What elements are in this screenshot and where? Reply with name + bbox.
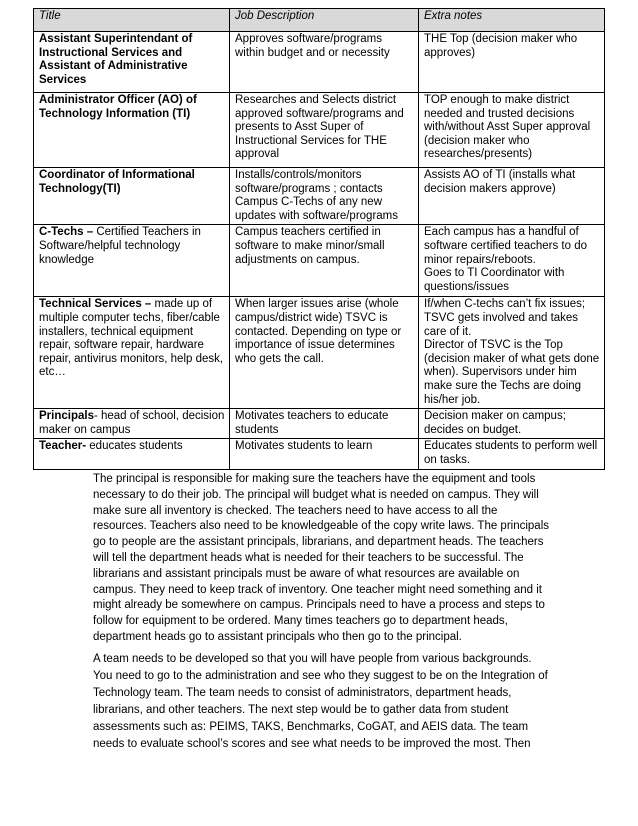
notes-cell	[419, 297, 605, 409]
table-row	[34, 439, 605, 469]
note-line: Goes to TI Coordinator with questions/issues	[424, 267, 565, 293]
role-name: Principals	[39, 410, 94, 423]
table-row	[34, 297, 605, 409]
title-cell	[34, 225, 230, 297]
table-header-row	[34, 9, 605, 32]
description-cell: Installs/controls/monitors software/programs ; contacts Campus C-Techs of any new updates with software/programs	[230, 168, 419, 225]
note-line: Director of TSVC is the Top (decision maker of what gets done when). Supervisors under him make sure the Techs are doing his/her job.	[424, 339, 600, 406]
role-detail: - head of school, decision maker on campus	[39, 410, 225, 436]
role-detail: made up of multiple computer techs, fiber/cable installers, technical equipment repair, software repair, hardware repair, antivirus monitors, help desk, etc…	[39, 298, 224, 379]
notes-cell: Educates students to perform well on tasks.	[419, 439, 605, 469]
description-cell: When larger issues arise (whole campus/district wide) TSVC is contacted. Depending on type or importance of issue determines who gets the call.	[230, 297, 419, 409]
notes-cell	[419, 225, 605, 297]
table-row	[34, 93, 605, 168]
role-detail: Certified Teachers in Software/helpful technology knowledge	[39, 226, 201, 266]
role-name: Technical Services –	[39, 298, 155, 311]
description-cell: Motivates students to learn	[230, 439, 419, 469]
title-cell	[34, 439, 230, 469]
description-cell: Campus teachers certified in software to make minor/small adjustments on campus.	[230, 225, 419, 297]
table-row	[34, 409, 605, 439]
header-job-description: Job Description	[230, 9, 419, 32]
note-line: If/when C-techs can’t fix issues; TSVC gets involved and takes care of it.	[424, 298, 586, 338]
role-name: C-Techs –	[39, 226, 97, 239]
title-cell	[34, 32, 230, 93]
role-detail: educates students	[86, 440, 183, 453]
body-paragraph-principal: The principal is responsible for making sure the teachers have the equipment and tools necessary to do their job. The principal will budget what is needed on campus. They will make sure all inventory is checked. The teachers need to have access to all the resources. Teachers also need to be knowledgeable of the copy write laws. The principals go to people are the assistant principals, librarians, and department heads. The teachers will tell the department heads what is needed for their teachers to be successful. The librarians and assistant principals must be aware of what resources are available on campus. They need to keep track of inventory. One teacher might need something and it might already be somewhere on campus. Principals need to have a process and steps to follow for equipment to be ordered. Many times teachers go to department heads, department heads go to assistant principals who then go to the principal.	[93, 473, 550, 643]
description-cell: Approves software/programs within budget and or necessity	[230, 32, 419, 93]
notes-cell: Assists AO of TI (installs what decision makers approve)	[419, 168, 605, 225]
table-row	[34, 168, 605, 225]
role-name: Administrator Officer (AO) of Technology Information (TI)	[39, 94, 197, 120]
roles-table	[33, 8, 605, 470]
role-name: Teacher-	[39, 440, 87, 453]
notes-cell: Decision maker on campus; decides on budget.	[419, 409, 605, 439]
title-cell	[34, 297, 230, 409]
role-name: Coordinator of Informational Technology(TI)	[39, 169, 195, 195]
table-row	[34, 32, 605, 93]
description-cell: Motivates teachers to educate students	[230, 409, 419, 439]
role-name: Assistant Superintendant of Instructional Services and Assistant of Administrative Services	[39, 33, 193, 86]
header-extra-notes: Extra notes	[419, 9, 605, 32]
notes-cell: THE Top (decision maker who approves)	[419, 32, 605, 93]
body-paragraph-team: A team needs to be developed so that you will have people from various backgrounds. You need to go to the administration and see who they suggest to be on the Integration of Technology team. The team needs to consist of administrators, department heads, librarians, and other teachers. The next step would be to gather data from student assessments such as: PEIMS, TAKS, Benchmarks, CoGAT, and AEIS data. The team needs to evaluate school’s scores and see what needs to be improved the most. Then	[93, 653, 548, 751]
header-title: Title	[34, 9, 230, 32]
title-cell	[34, 409, 230, 439]
title-cell	[34, 168, 230, 225]
table-row	[34, 225, 605, 297]
notes-cell: TOP enough to make district needed and trusted decisions with/without Asst Super approval (decision maker who researches/presents)	[419, 93, 605, 168]
note-line: Each campus has a handful of software certified teachers to do minor repairs/reboots.	[424, 226, 587, 266]
title-cell	[34, 93, 230, 168]
description-cell: Researches and Selects district approved software/programs and presents to Asst Super of Instructional Services for THE approval	[230, 93, 419, 168]
